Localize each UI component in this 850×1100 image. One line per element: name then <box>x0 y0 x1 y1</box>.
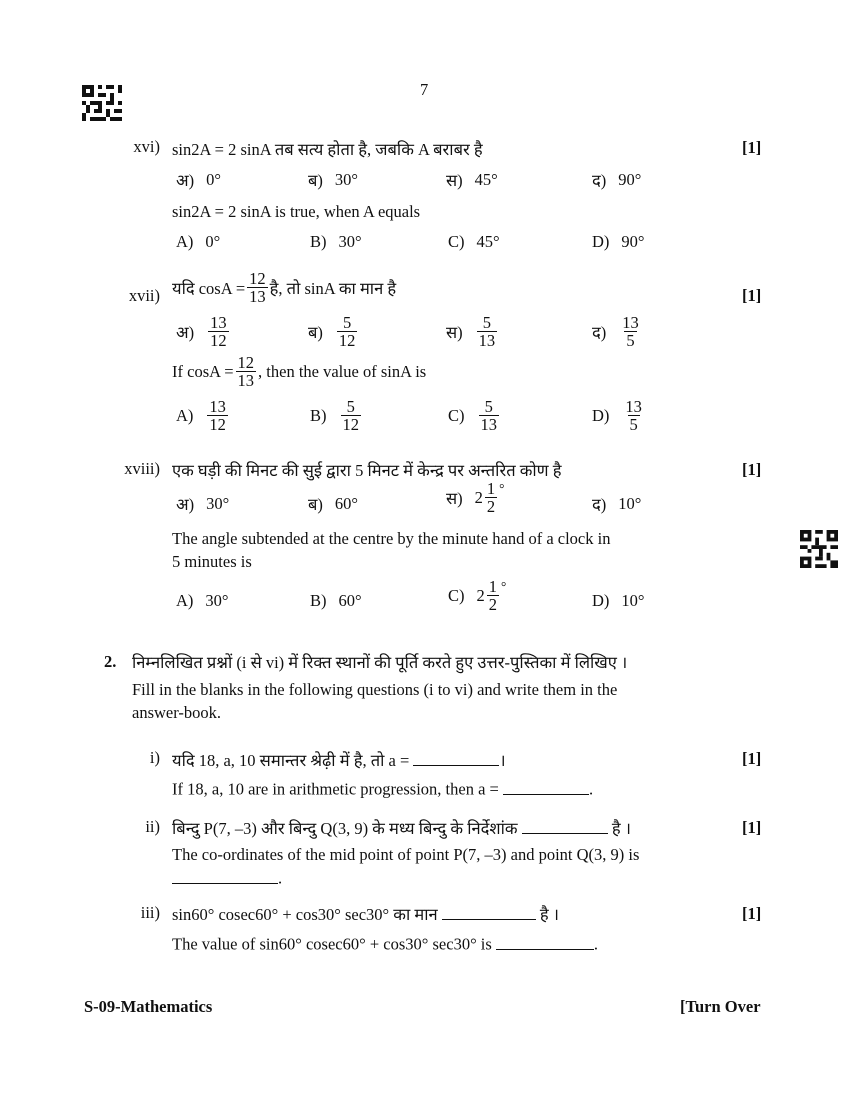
option-xvii-hi-d: द) $\frac{13}{5}$ <box>592 313 639 351</box>
fraction: $\frac{12}{13}$ <box>237 353 255 391</box>
qr-code-top <box>82 85 122 121</box>
question-xviii-english-line1: The angle subtended at the centre by the minute hand of a clock in <box>172 529 611 548</box>
question-number-2-i: i) <box>149 748 160 767</box>
option-xvi-hi-d: द) 90° <box>592 169 642 190</box>
answer-blank <box>503 777 589 795</box>
question-2-iii-hindi: sin60° cosec60° + cos30° sec30° का मान है । <box>172 902 559 925</box>
option-xvii-en-c: C) $\frac{5}{13}$ <box>448 397 497 435</box>
option-xvi-en-d: D) 90° <box>592 232 645 251</box>
answer-blank <box>442 903 536 921</box>
question-number-2-ii: ii) <box>145 817 160 836</box>
option-xvii-en-a: A) $\frac{13}{12}$ <box>176 397 226 435</box>
answer-blank <box>172 866 278 884</box>
option-xvi-hi-b: ब) 30° <box>308 169 359 190</box>
section-number-2: 2. <box>104 652 117 671</box>
marks-2-iii: [1] <box>742 904 762 923</box>
question-number-xviii: xviii) <box>124 459 160 478</box>
footer-turn-over: [Turn Over <box>680 997 761 1016</box>
question-number-2-iii: iii) <box>140 903 160 922</box>
question-xvii-hindi: यदि cosA = $\frac{12}{13}$ है, तो sinA का मान है <box>172 269 397 307</box>
question-xvii-english: If cosA = $\frac{12}{13}$ , then the value of sinA is <box>172 353 427 391</box>
page-number: 7 <box>420 80 429 99</box>
section-2-instruction-hindi: निम्नलिखित प्रश्नों (i से vi) में रिक्त स्थानों की पूर्ति करते हुए उत्तर-पुस्तिका में लिखिए । <box>132 653 628 672</box>
question-2-ii-english-line2: . <box>172 866 282 889</box>
option-xviii-en-b: B) 60° <box>310 591 362 610</box>
option-xviii-hi-a: अ) 30° <box>176 493 230 514</box>
option-xvii-en-d: D) $\frac{13}{5}$ <box>592 397 642 435</box>
option-xvi-hi-c: स) 45° <box>446 169 498 190</box>
qr-code-side <box>800 530 838 568</box>
answer-blank <box>522 817 608 835</box>
question-2-ii-hindi: बिन्दु P(7, –3) और बिन्दु Q(3, 9) के मध्य बिन्दु के निर्देशांक है । <box>172 816 631 839</box>
footer-subject-code: S-09-Mathematics <box>84 997 213 1016</box>
option-xviii-hi-b: ब) 60° <box>308 493 359 514</box>
question-2-ii-english-line1: The co-ordinates of the mid point of point P(7, –3) and point Q(3, 9) is <box>172 845 640 864</box>
section-2-instruction-english-line2: answer-book. <box>132 703 222 722</box>
option-xviii-hi-d: द) 10° <box>592 493 642 514</box>
question-xvi-hindi: sin2A = 2 sinA तब सत्य होता है, जबकि A बराबर है <box>172 140 483 159</box>
option-xvii-hi-b: ब) $\frac{5}{12}$ <box>308 313 356 351</box>
option-xvii-en-b: B) $\frac{5}{12}$ <box>310 397 359 435</box>
fraction: $\frac{12}{13}$ <box>249 269 266 307</box>
section-2-instruction-english-line1: Fill in the blanks in the following questions (i to vi) and write them in the <box>132 680 618 699</box>
question-2-i-english: If 18, a, 10 are in arithmetic progression, then a = . <box>172 777 593 800</box>
question-number-xvi: xvi) <box>133 137 160 156</box>
option-xviii-en-d: D) 10° <box>592 591 645 610</box>
option-xvii-hi-c: स) $\frac{5}{13}$ <box>446 313 496 351</box>
question-xvi-english: sin2A = 2 sinA is true, when A equals <box>172 202 421 221</box>
option-xvi-en-c: C) 45° <box>448 232 500 251</box>
marks-2-ii: [1] <box>742 818 762 837</box>
option-xvi-en-b: B) 30° <box>310 232 362 251</box>
question-2-i-hindi: यदि 18, a, 10 समान्तर श्रेढ़ी में है, तो a = । <box>172 748 506 771</box>
marks-xvii: [1] <box>742 286 762 305</box>
question-number-xvii: xvii) <box>128 286 160 305</box>
option-xvi-en-a: A) 0° <box>176 232 221 251</box>
option-xvi-hi-a: अ) 0° <box>176 169 221 190</box>
question-xviii-hindi: एक घड़ी की मिनट की सुई द्वारा 5 मिनट में केन्द्र पर अन्तरित कोण है <box>172 461 562 480</box>
answer-blank <box>413 749 499 767</box>
answer-blank <box>496 932 594 950</box>
option-xviii-en-a: A) 30° <box>176 591 229 610</box>
marks-xviii: [1] <box>742 460 762 479</box>
question-2-iii-english: The value of sin60° cosec60° + cos30° sec30° is . <box>172 932 598 955</box>
option-xviii-en-c: C) 2 $\frac{1}{2}$ ° <box>448 577 507 615</box>
option-xviii-hi-c: स) 2 $\frac{1}{2}$ ° <box>446 479 505 517</box>
question-xviii-english-line2: 5 minutes is <box>172 552 252 571</box>
marks-xvi: [1] <box>742 138 762 157</box>
option-xvii-hi-a: अ) $\frac{13}{12}$ <box>176 313 227 351</box>
marks-2-i: [1] <box>742 749 762 768</box>
